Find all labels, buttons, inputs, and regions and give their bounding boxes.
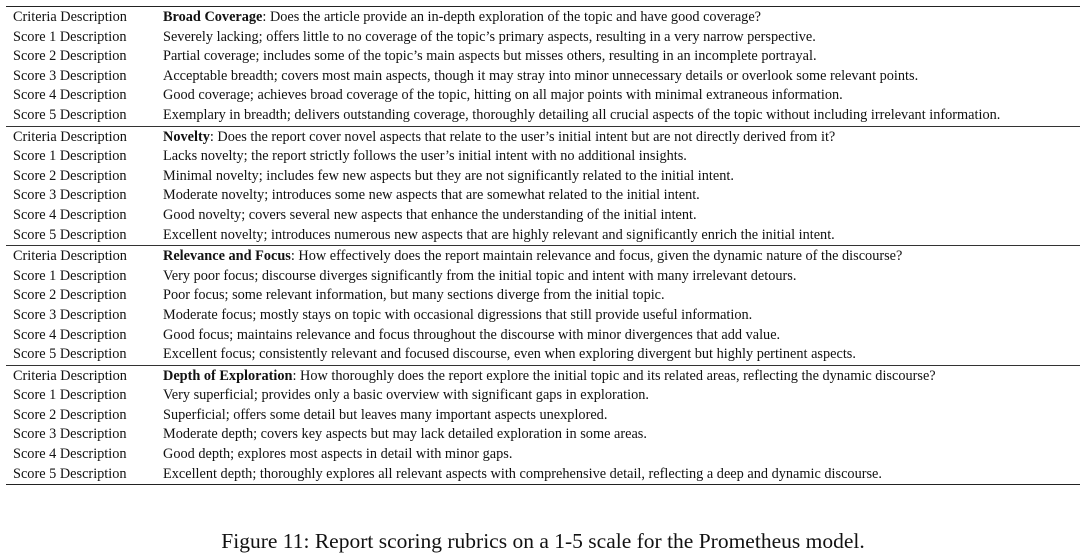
criteria-section-relevance-and-focus: [6, 245, 1080, 365]
rubric-table: [6, 6, 1080, 485]
score-description: Poor focus; some relevant information, but many sections diverge from the initial topic.: [163, 287, 665, 304]
row-label: Score 1 Description: [13, 148, 127, 165]
row-label: Score 2 Description: [13, 48, 127, 65]
score-description: Good depth; explores most aspects in detail with minor gaps.: [163, 446, 513, 463]
score-row: [6, 326, 1080, 346]
criteria-description: [163, 8, 1080, 28]
score-description: Exemplary in breadth; delivers outstanding coverage, thoroughly detailing all crucial aspects of the topic without including irrelevant information.: [163, 106, 1001, 123]
criteria-question: : Does the article provide an in-depth exploration of the topic and have good coverage?: [262, 9, 762, 25]
row-label: Score 3 Description: [13, 306, 127, 323]
criteria-section-broad-coverage: [6, 8, 1080, 126]
score-row: [6, 67, 1080, 87]
row-label: Score 2 Description: [13, 167, 127, 184]
score-row: [6, 465, 1080, 485]
score-row: [6, 186, 1080, 206]
score-row: [6, 425, 1080, 445]
criteria-question: : Does the report cover novel aspects that relate to the user’s initial intent but are not directly derived from it?: [209, 128, 836, 145]
score-row: [6, 106, 1080, 126]
score-row: [6, 206, 1080, 226]
criteria-row: [6, 128, 1080, 148]
criteria-section-novelty: [6, 126, 1080, 246]
criteria-question: : How effectively does the report maintain relevance and focus, given the dynamic nature of the discourse?: [290, 248, 903, 265]
score-row: [6, 306, 1080, 326]
row-label: Score 1 Description: [13, 267, 127, 284]
score-description: Moderate novelty; introduces some new aspects that are somewhat related to the initial intent.: [163, 187, 700, 204]
row-label: Score 5 Description: [13, 226, 127, 243]
score-row: [6, 47, 1080, 67]
score-description: Good novelty; covers several new aspects that enhance the understanding of the initial intent.: [163, 206, 697, 223]
row-label: Score 2 Description: [13, 287, 127, 304]
score-description: Superficial; offers some detail but leaves many important aspects unexplored.: [163, 406, 608, 423]
criteria-description: [163, 128, 1080, 148]
criteria-name: Novelty: [163, 128, 210, 145]
criteria-row: [6, 367, 1080, 387]
row-label: Score 5 Description: [13, 106, 127, 123]
row-label: Score 5 Description: [13, 346, 127, 363]
row-label: Score 4 Description: [13, 206, 127, 223]
score-row: [6, 86, 1080, 106]
row-label: Criteria Description: [13, 9, 127, 25]
score-description: Excellent depth; thoroughly explores all relevant aspects with comprehensive detail, reflecting a deep and dynamic discourse.: [163, 465, 882, 482]
score-row: [6, 386, 1080, 406]
criteria-row: [6, 247, 1080, 267]
score-row: [6, 267, 1080, 287]
score-row: [6, 286, 1080, 306]
score-description: Partial coverage; includes some of the topic’s main aspects but misses others, resulting in an incomplete portrayal.: [163, 48, 817, 65]
score-description: Acceptable breadth; covers most main aspects, though it may stray into minor unnecessary details or overlook some relevant points.: [163, 67, 919, 84]
score-description: Very superficial; provides only a basic overview with significant gaps in exploration.: [163, 387, 649, 404]
row-label: Score 3 Description: [13, 426, 127, 443]
score-row: [6, 28, 1080, 48]
row-label: Score 5 Description: [13, 465, 127, 482]
score-row: [6, 345, 1080, 365]
score-row: [6, 406, 1080, 426]
row-label: Score 1 Description: [13, 28, 127, 45]
row-label: Criteria Description: [13, 128, 127, 145]
criteria-description: [163, 247, 1080, 267]
score-description: Very poor focus; discourse diverges significantly from the initial topic and intent with many irrelevant detours.: [163, 267, 797, 284]
row-label: Score 3 Description: [13, 187, 127, 204]
row-label: Score 4 Description: [13, 326, 127, 343]
row-label: Score 4 Description: [13, 446, 127, 463]
row-label: Criteria Description: [13, 248, 127, 265]
criteria-row: [6, 8, 1080, 28]
score-row: [6, 167, 1080, 187]
score-description: Excellent focus; consistently relevant and focused discourse, even when exploring divergent but highly pertinent aspects.: [163, 346, 856, 363]
criteria-description: [163, 367, 1080, 387]
row-label: Score 3 Description: [13, 67, 127, 84]
row-label: Score 4 Description: [13, 87, 127, 104]
criteria-question: : How thoroughly does the report explore the initial topic and its related areas, reflecting the dynamic discourse?: [292, 367, 936, 384]
score-description: Moderate focus; mostly stays on topic with occasional digressions that still provide useful information.: [163, 306, 753, 323]
criteria-name: Relevance and Focus: [163, 248, 291, 265]
score-description: Good coverage; achieves broad coverage of the topic, hitting on all major points with minimal extraneous information.: [163, 87, 843, 104]
criteria-name: Broad Coverage: [163, 9, 263, 25]
score-row: [6, 147, 1080, 167]
score-description: Severely lacking; offers little to no coverage of the topic’s primary aspects, resulting in a very narrow perspective.: [163, 28, 816, 45]
criteria-section-depth-of-exploration: [6, 365, 1080, 485]
score-description: Moderate depth; covers key aspects but may lack detailed exploration in some areas.: [163, 426, 647, 443]
criteria-name: Depth of Exploration: [163, 367, 293, 384]
score-row: [6, 226, 1080, 246]
row-label: Criteria Description: [13, 367, 127, 384]
score-row: [6, 445, 1080, 465]
row-label: Score 1 Description: [13, 387, 127, 404]
score-description: Lacks novelty; the report strictly follows the user’s initial intent with no additional insights.: [163, 148, 687, 165]
score-description: Excellent novelty; introduces numerous new aspects that are highly relevant and significantly enrich the initial intent.: [163, 226, 835, 243]
figure-caption: Figure 11: Report scoring rubrics on a 1-5 scale for the Prometheus model.: [221, 529, 865, 553]
row-label: Score 2 Description: [13, 406, 127, 423]
score-description: Minimal novelty; includes few new aspects but they are not significantly related to the initial intent.: [163, 167, 734, 184]
score-description: Good focus; maintains relevance and focus throughout the discourse with minor divergences that add value.: [163, 326, 781, 343]
